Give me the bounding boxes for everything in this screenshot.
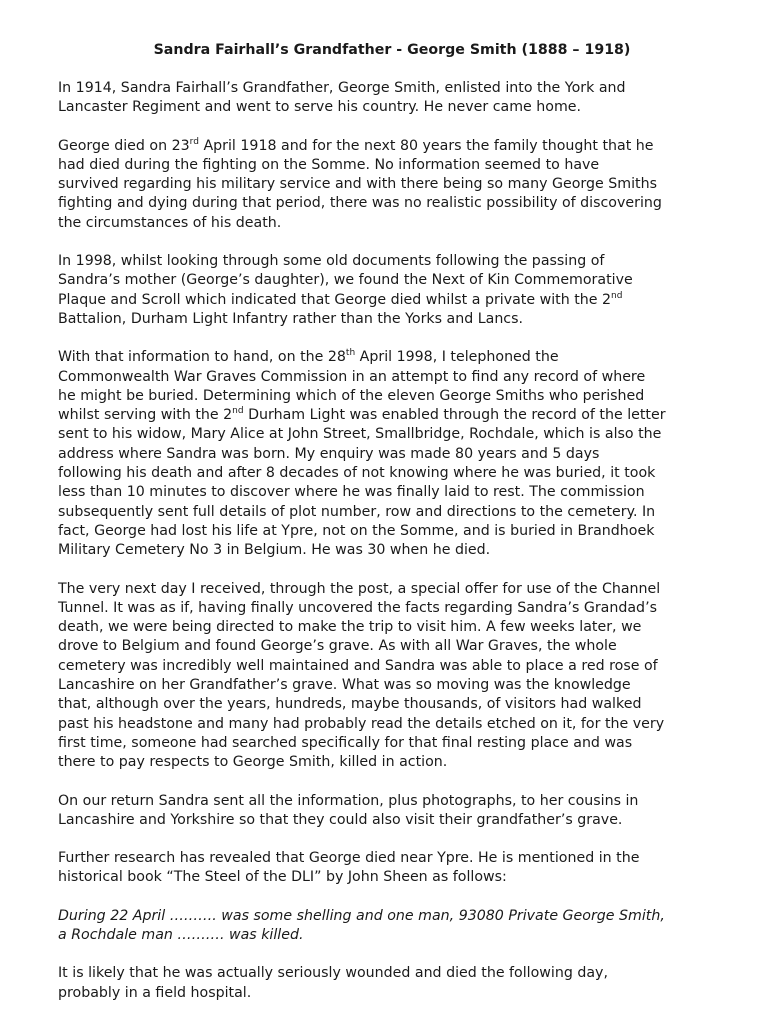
text-line: Further research has revealed that George died near Ypre. He is mentioned in the [58,850,640,867]
text-line: Sandra’s mother (George’s daughter), we found the Next of Kin Commemorative [58,272,633,289]
text-line: whilst serving with the 2nd Durham Light was enabled through the record of the letter [58,406,666,424]
paragraph-conclusion [58,964,738,1003]
ordinal-suffix: nd [232,406,244,417]
paragraph-grave-visit [58,580,738,773]
text-line: Lancashire on her Grandfather’s grave. What was so moving was the knowledge [58,677,631,694]
paragraph-discovery [58,252,738,329]
text-line: that, although over the years, hundreds, maybe thousands, of visitors had walked [58,696,642,713]
text-line: George died on 23rd April 1918 and for the next 80 years the family thought that he [58,136,654,154]
text-line: first time, someone had searched specifically for that final resting place and was [58,734,633,751]
text-line: The very next day I received, through the post, a special offer for use of the Channel [58,580,661,597]
paragraph-war-graves-commission [58,348,738,560]
text-line: In 1998, whilst looking through some old documents following the passing of [58,253,605,270]
text-line: On our return Sandra sent all the information, plus photographs, to her cousins in [58,792,639,809]
document-page [58,40,738,1022]
ordinal-suffix: nd [611,290,623,301]
text-line: It is likely that he was actually seriously wounded and died the following day, [58,965,608,982]
text-line: had died during the fighting on the Somme. No information seemed to have [58,156,600,173]
ordinal-suffix: th [345,348,356,359]
text-line: In 1914, Sandra Fairhall’s Grandfather, George Smith, enlisted into the York and [58,80,626,96]
book-quote [58,907,738,946]
text-line: the circumstances of his death. [58,214,282,231]
text-line: fighting and dying during that period, there was no realistic possibility of discovering [58,195,662,212]
text-line: Lancashire and Yorkshire so that they could also visit their grandfather’s grave. [58,811,623,828]
text-line: less than 10 minutes to discover where he was finally laid to rest. The commission [58,484,645,501]
text-line: Military Cemetery No 3 in Belgium. He was 30 when he died. [58,542,491,559]
text-line: Lancaster Regiment and went to serve his country. He never came home. [58,99,582,116]
text-line: Tunnel. It was as if, having finally uncovered the facts regarding Sandra’s Grandad’s [58,599,657,616]
paragraph-death [58,137,738,233]
text-line: survived regarding his military service and with there being so many George Smiths [58,176,657,193]
text-line: sent to his widow, Mary Alice at John Street, Smallbridge, Rochdale, which is also the [58,426,662,443]
paragraph-return [58,792,738,831]
text-line: a Rochdale man ………. was killed. [58,926,304,943]
text-line: past his headstone and many had probably read the details etched on it, for the very [58,715,665,732]
text-line: drove to Belgium and found George’s grave. As with all War Graves, the whole [58,638,617,655]
text-line: Commonwealth War Graves Commission in an attempt to find any record of where [58,368,646,385]
paragraph-enlistment [58,79,738,118]
paragraph-research [58,849,738,888]
text-line: he might be buried. Determining which of the eleven George Smiths who perished [58,387,645,404]
text-line: subsequently sent full details of plot number, row and directions to the cemetery. In [58,503,656,520]
text-line: With that information to hand, on the 28th April 1998, I telephoned the [58,348,559,366]
text-line: Battalion, Durham Light Infantry rather than the Yorks and Lancs. [58,310,524,327]
text-line: Plaque and Scroll which indicated that George died whilst a private with the 2nd [58,290,623,308]
text-line: death, we were being directed to make the trip to visit him. A few weeks later, we [58,619,642,636]
ordinal-suffix: rd [189,136,199,147]
text-line: During 22 April ………. was some shelling and one man, 93080 Private George Smith, [58,907,665,924]
text-line: there to pay respects to George Smith, killed in action. [58,754,448,771]
document-title: Sandra Fairhall’s Grandfather - George Smith (1888 – 1918) [153,42,631,58]
text-line: fact, George had lost his life at Ypre, not on the Somme, and is buried in Brandhoek [58,522,655,539]
text-line: probably in a field hospital. [58,984,252,1001]
text-line: address where Sandra was born. My enquiry was made 80 years and 5 days [58,445,600,462]
text-line: cemetery was incredibly well maintained and Sandra was able to place a red rose of [58,657,658,674]
text-line: historical book “The Steel of the DLI” by John Sheen as follows: [58,869,507,886]
text-line: following his death and after 8 decades of not knowing where he was buried, it took [58,465,656,482]
